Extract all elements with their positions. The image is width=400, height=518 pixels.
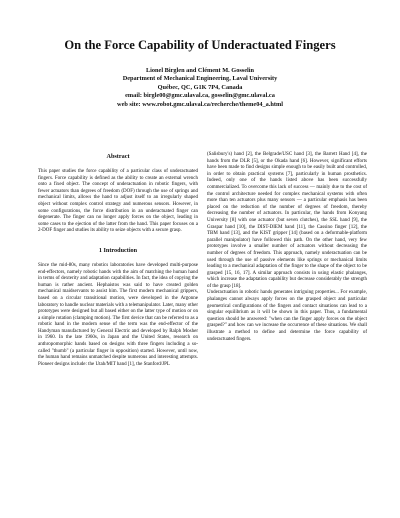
author-email: email: birgle00@gmc.ulaval.ca, gosselin@gmc.ulaval.ca — [125, 92, 275, 100]
introduction-heading: 1 Introduction — [98, 246, 138, 254]
underactuation-paragraph: Underactuation in robotic hands generates intriguing properties... For example, phalanges cannot always apply forces on the grasped object and particular geometrical configurations of the fingers and contact situations can lead to a singular equilibrium as it will be shown in this paper. Thus, a fundamental question should be answered: "when can the finger apply forces on the object grasped?" and how can we increase the occurrence of these situations. We shall illustrate a method to define and determine the force capability of underactuated fingers. — [207, 290, 367, 342]
affiliation-city: Québec, QC, G1K 7P4, Canada — [157, 83, 243, 91]
authors: Lionel Birglen and Clément M. Gosselin — [145, 67, 255, 74]
right-column — [207, 152, 367, 343]
paper-title: On the Force Capability of Underactuated Fingers — [64, 38, 336, 52]
introduction-continued-text: (Salisbury's) hand [2], the Belgrade/USC hand [3], the Barrett Hand [4], the hands from the DLR [5], or the Okada hand [6]. However, significant efforts have been made to find designs simple enough to be easily built and controlled, in order to obtain practical systems [7], particularly in human prosthetics. Indeed, only one of the hands listed above has been successfully commercialized. To overcome this lack of success — mainly due to the cost of the control architecture needed for complex mechanical systems with often more than ten actuators plus many sensors — a particular emphasis has been placed on the reduction of the number of degrees of freedom, thereby decreasing the number of actuators. In particular, the hands from Konyang University [8] with one actuator (but seven clutches), the SSL hand [9], the Graspar hand [10], the DIST-DIEM hand [11], the Cassino finger [12], the TBM hand [13], and the KIST gripper [14] (based on a deformable-platform parallel manipulator) have followed this path. On the other hand, very few prototypes involve a smaller number of actuators without decreasing the number of degrees of freedom. This approach, namely underactuation can be used through the use of passive elements like springs or mechanical limits leading to a mechanical adaptation of the finger to the shape of the object to be grasped [15, 16, 17]. A similar approach consists in using elastic phalanges, which increase the adaptation capability but decrease considerably the strength of the grasp [18]. — [207, 152, 367, 289]
abstract-text: This paper studies the force capability of a particular class of underactuated fingers. Force capability is defined as the ability to create an external wrench onto a fixed object. The concept of underactuation in robotic fingers, with fewer actuators than degrees of freedom (DOF) through the use of springs and mechanical limits, allows the hand to adjust itself to an irregularly shaped object without complex control strategy and numerous sensors. However, in some configurations, the force distribution in an underactuated finger can degenerate. The finger can no longer apply forces on the object, leading in some cases to the ejection of the latter from the hand. This paper focuses on a 2-DOF finger and studies its ability to seize objects with a secure grasp. — [38, 169, 198, 234]
abstract-heading: Abstract — [106, 153, 130, 160]
affiliation-department: Department of Mechanical Engineering, Laval University — [122, 75, 278, 83]
left-column — [38, 153, 198, 368]
author-block — [20, 67, 380, 109]
introduction-text: Since the mid-80s, many robotics laboratories have developed multi-purpose end-effectors, namely robotic hands with the aim of matching the human hand in terms of dexterity and adaptation capabilities. In fact, the idea of copying the human is rather ancient. Hephaistos was said to have created golden mechanical maidservants to assist him. The first modern mechanical grippers, based on a circular transitional motion, were developed in the Argonne laboratory to handle nuclear materials with a telemanipulator. Later, many other prototypes were designed but all based either on the latter type of motion or on a simple rotation (clamping motion). The first device that can be referred to as a robotic hand in the modern sense of the term was the end-effector of the Handyman manufactured by General Electric and developed by Ralph Mosher in 1960. In the late 1960s, in Japan and the United States, research on anthropomorphic hands based on designs with three fingers including a so-called "thumb" (a particular finger in opposition) started. However, until now, the human hand remains unmatched despite numerous and interesting attempts. Pioneer designs include: the Utah/MIT hand [1], the Stanford/JPL — [38, 262, 198, 367]
author-website: web site: www.robot.gmc.ulaval.ca/recherche/theme04_a.html — [117, 100, 283, 108]
